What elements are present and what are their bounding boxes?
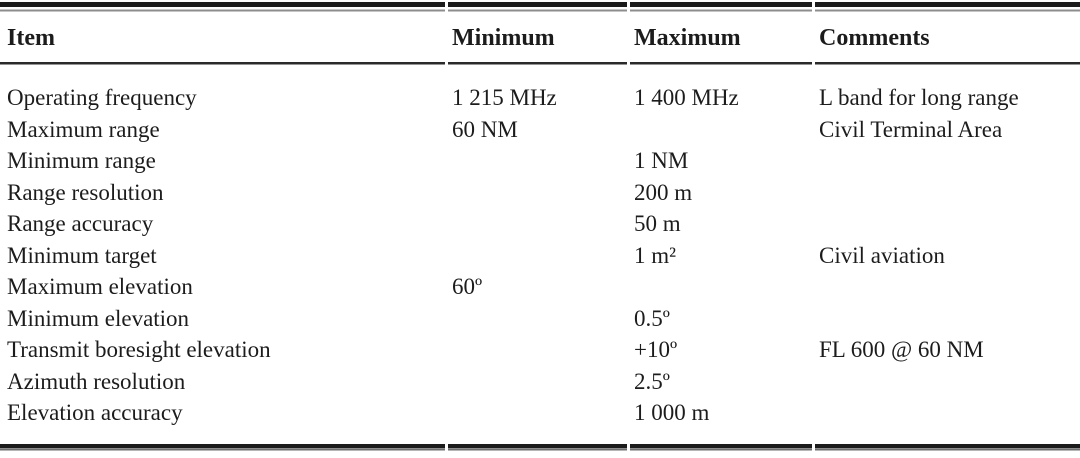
table-header-row bbox=[0, 25, 1080, 51]
mid-rule-segment bbox=[815, 62, 1080, 65]
cell-item: Minimum elevation bbox=[7, 305, 190, 331]
mid-rule-segment bbox=[630, 62, 812, 65]
table-body bbox=[0, 82, 1080, 429]
cell-maximum bbox=[630, 114, 815, 146]
cell-maximum: 1 000 m bbox=[634, 400, 710, 425]
cell-item: Elevation accuracy bbox=[7, 400, 183, 425]
cell-comments bbox=[815, 303, 1080, 335]
cell-item: Maximum elevation bbox=[7, 274, 193, 299]
cell-comments: Civil Terminal Area bbox=[819, 116, 1003, 142]
column-header-maximum: Maximum bbox=[634, 25, 741, 51]
cell-maximum: 0.5º bbox=[634, 305, 670, 331]
mid-rule-segment bbox=[0, 62, 445, 65]
cell-item: Maximum range bbox=[7, 116, 160, 142]
bottom-rule-segment bbox=[448, 444, 627, 451]
column-header-minimum: Minimum bbox=[452, 25, 555, 51]
table-row bbox=[0, 271, 1080, 303]
cell-comments bbox=[815, 208, 1080, 240]
top-rule-segment bbox=[815, 2, 1080, 12]
cell-item: Minimum target bbox=[7, 242, 157, 268]
cell-maximum: 2.5º bbox=[634, 368, 670, 394]
cell-minimum bbox=[448, 145, 630, 177]
cell-maximum: 1 400 MHz bbox=[634, 85, 739, 110]
cell-item: Azimuth resolution bbox=[7, 368, 186, 394]
cell-minimum bbox=[448, 240, 630, 272]
cell-minimum: 1 215 MHz bbox=[452, 85, 557, 110]
table-row bbox=[0, 334, 1080, 366]
table-bottom-rule bbox=[0, 444, 1080, 451]
cell-minimum bbox=[448, 177, 630, 209]
column-header-item: Item bbox=[7, 25, 55, 51]
column-header-comments: Comments bbox=[819, 25, 930, 51]
top-rule-segment bbox=[0, 2, 445, 12]
cell-comments: Civil aviation bbox=[819, 242, 945, 268]
cell-comments: L band for long range bbox=[819, 85, 1019, 110]
cell-maximum: 50 m bbox=[634, 211, 681, 236]
cell-item: Transmit boresight elevation bbox=[7, 337, 271, 362]
cell-comments: FL 600 @ 60 NM bbox=[819, 337, 984, 362]
table-header-separator-rule bbox=[0, 62, 1080, 65]
table-row bbox=[0, 145, 1080, 177]
cell-item: Operating frequency bbox=[7, 85, 197, 110]
cell-item: Range resolution bbox=[7, 179, 164, 205]
cell-maximum bbox=[630, 271, 815, 303]
cell-comments bbox=[815, 145, 1080, 177]
top-rule-segment bbox=[448, 2, 627, 12]
bottom-rule-segment bbox=[815, 444, 1080, 451]
cell-comments bbox=[815, 397, 1080, 429]
table-row bbox=[0, 303, 1080, 335]
cell-minimum: 60º bbox=[452, 274, 483, 299]
cell-maximum: 200 m bbox=[634, 179, 693, 205]
table-row bbox=[0, 82, 1080, 114]
table-row bbox=[0, 397, 1080, 429]
cell-minimum bbox=[448, 397, 630, 429]
cell-minimum bbox=[448, 334, 630, 366]
cell-minimum: 60 NM bbox=[452, 116, 518, 142]
table-row bbox=[0, 177, 1080, 209]
cell-comments bbox=[815, 366, 1080, 398]
cell-comments bbox=[815, 177, 1080, 209]
table-row bbox=[0, 366, 1080, 398]
bottom-rule-segment bbox=[0, 444, 445, 451]
cell-comments bbox=[815, 271, 1080, 303]
mid-rule-segment bbox=[448, 62, 627, 65]
cell-maximum: 1 NM bbox=[634, 148, 689, 173]
cell-item: Minimum range bbox=[7, 148, 156, 173]
table-top-rule bbox=[0, 2, 1080, 12]
bottom-spacer bbox=[0, 429, 1080, 444]
table-row bbox=[0, 240, 1080, 272]
cell-minimum bbox=[448, 208, 630, 240]
cell-minimum bbox=[448, 303, 630, 335]
cell-maximum: +10º bbox=[634, 337, 678, 362]
cell-minimum bbox=[448, 366, 630, 398]
table-row bbox=[0, 114, 1080, 146]
cell-item: Range accuracy bbox=[7, 211, 154, 236]
table-row bbox=[0, 208, 1080, 240]
top-rule-segment bbox=[630, 2, 812, 12]
cell-maximum: 1 m² bbox=[634, 242, 677, 268]
bottom-rule-segment bbox=[630, 444, 812, 451]
